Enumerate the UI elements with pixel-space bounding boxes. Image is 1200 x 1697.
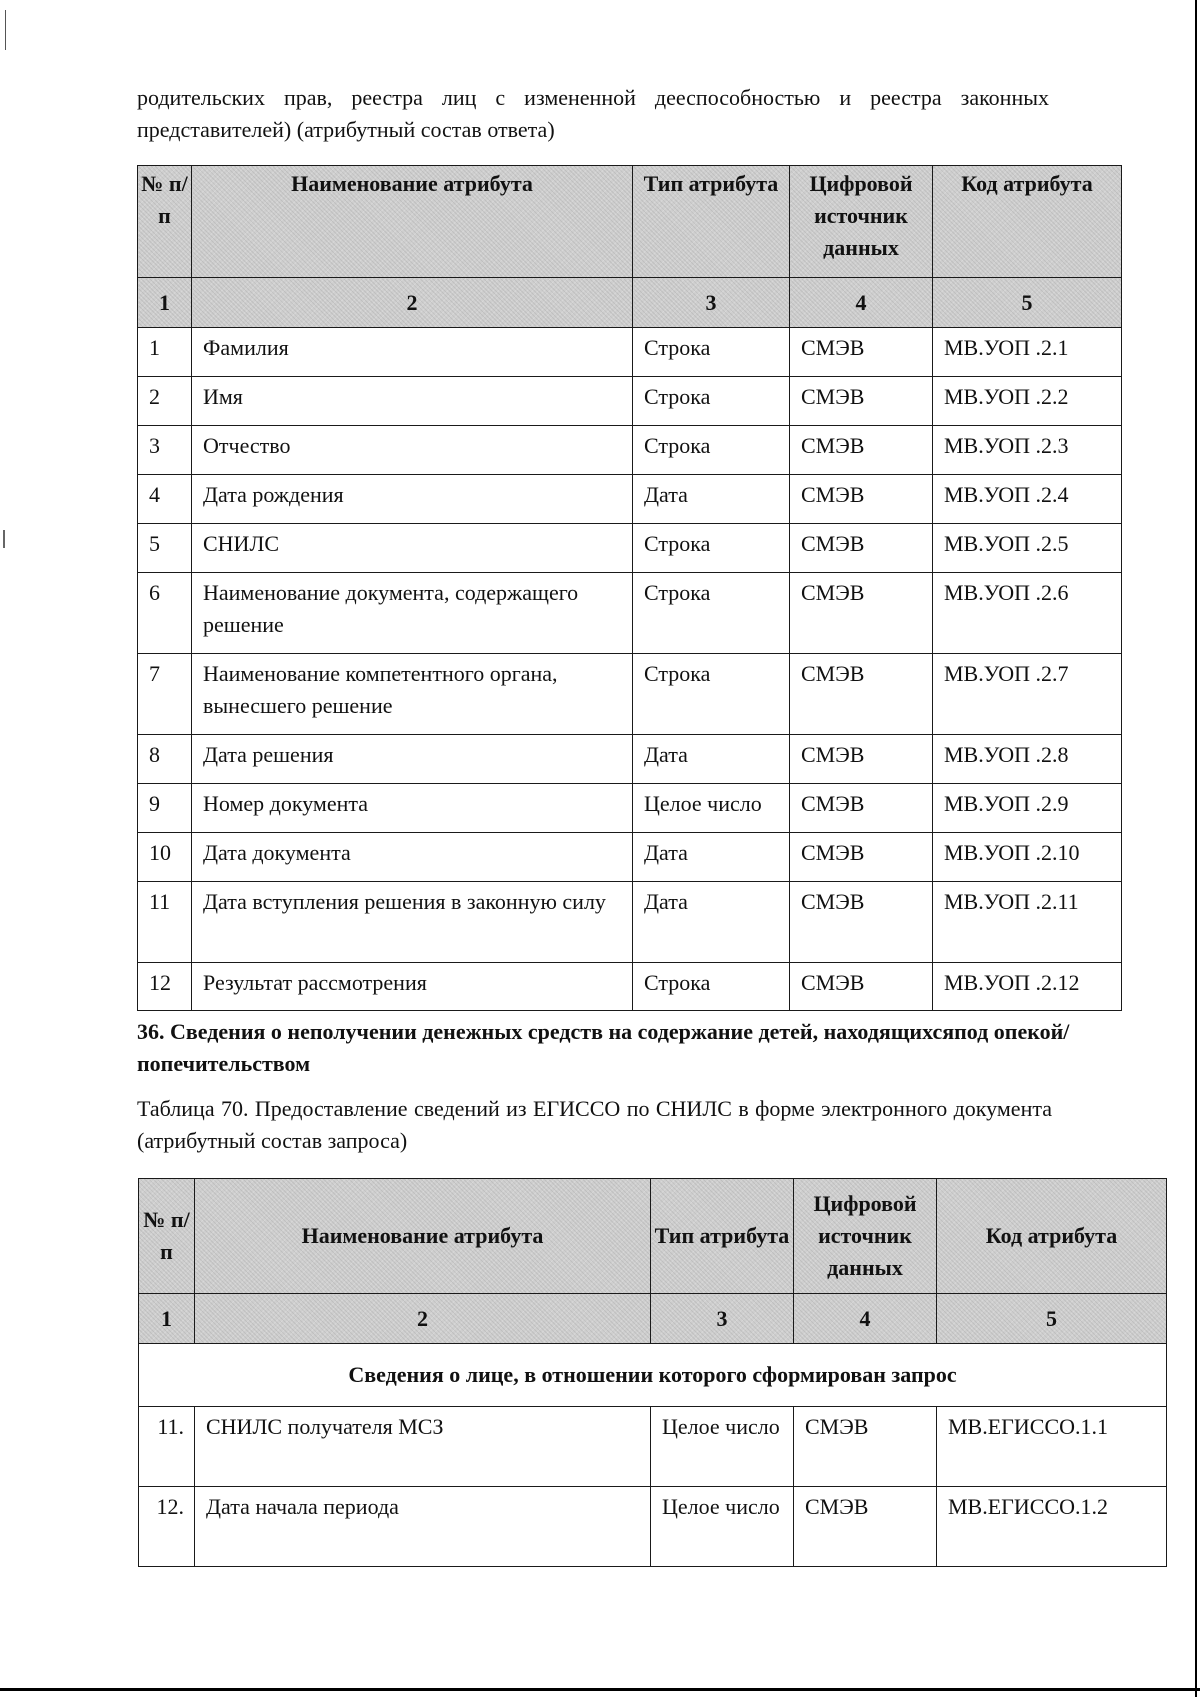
- attribute-name: Дата решения: [192, 735, 633, 784]
- row-number: 3: [138, 426, 192, 475]
- attribute-type: Целое число: [651, 1487, 794, 1567]
- group-row: [139, 1344, 1167, 1407]
- attribute-type: Дата: [633, 735, 790, 784]
- data-source: СМЭВ: [790, 882, 933, 963]
- attribute-type: Дата: [633, 833, 790, 882]
- data-source: СМЭВ: [790, 475, 933, 524]
- table-row: [138, 963, 1122, 1011]
- row-number: 2: [138, 377, 192, 426]
- attribute-code: МВ.УОП .2.12: [933, 963, 1122, 1011]
- attribute-name: Наименование компетентного органа, вынесшего решение: [192, 654, 633, 735]
- table-row: [138, 377, 1122, 426]
- data-source: СМЭВ: [794, 1407, 937, 1487]
- attribute-type: Строка: [633, 328, 790, 377]
- attribute-name: Дата документа: [192, 833, 633, 882]
- attribute-name: Имя: [192, 377, 633, 426]
- header-attribute-name: Наименование атрибута: [192, 166, 633, 278]
- scan-mark: [5, 10, 6, 50]
- attribute-code: МВ.УОП .2.6: [933, 573, 1122, 654]
- row-number: 7: [138, 654, 192, 735]
- header-attribute-code: Код атрибута: [937, 1179, 1167, 1294]
- data-source: СМЭВ: [790, 426, 933, 475]
- table-row: [139, 1487, 1167, 1567]
- column-number: 1: [139, 1294, 195, 1344]
- attribute-type: Строка: [633, 377, 790, 426]
- attribute-name: СНИЛС получателя МСЗ: [195, 1407, 651, 1487]
- attribute-code: МВ.УОП .2.1: [933, 328, 1122, 377]
- header-data-source: Цифровой источник данных: [794, 1179, 937, 1294]
- attribute-type: Строка: [633, 573, 790, 654]
- table-row: [138, 833, 1122, 882]
- data-source: СМЭВ: [790, 735, 933, 784]
- table-row: [138, 784, 1122, 833]
- row-number: 8: [138, 735, 192, 784]
- column-number: 3: [633, 278, 790, 328]
- column-number: 4: [790, 278, 933, 328]
- column-number: 1: [138, 278, 192, 328]
- attribute-name: СНИЛС: [192, 524, 633, 573]
- attribute-name: Дата рождения: [192, 475, 633, 524]
- header-attribute-type: Тип атрибута: [633, 166, 790, 278]
- row-number: 12.: [139, 1487, 195, 1567]
- group-title: Сведения о лице, в отношении которого сформирован запрос: [139, 1344, 1167, 1407]
- scan-border-right: [1195, 0, 1197, 1697]
- attribute-type: Дата: [633, 475, 790, 524]
- row-number: 12: [138, 963, 192, 1011]
- attribute-table-response: [137, 165, 1122, 1011]
- attribute-code: МВ.УОП .2.9: [933, 784, 1122, 833]
- table-row: [138, 573, 1122, 654]
- attribute-name: Результат рассмотрения: [192, 963, 633, 1011]
- attribute-code: МВ.УОП .2.2: [933, 377, 1122, 426]
- scan-border-bottom: [0, 1688, 1200, 1691]
- attribute-name: Фамилия: [192, 328, 633, 377]
- attribute-type: Целое число: [633, 784, 790, 833]
- attribute-code: МВ.ЕГИССО.1.2: [937, 1487, 1167, 1567]
- column-number: 5: [937, 1294, 1167, 1344]
- header-attribute-name: Наименование атрибута: [195, 1179, 651, 1294]
- row-number: 5: [138, 524, 192, 573]
- header-attribute-type: Тип атрибута: [651, 1179, 794, 1294]
- attribute-code: МВ.УОП .2.4: [933, 475, 1122, 524]
- data-source: СМЭВ: [790, 524, 933, 573]
- column-number: 5: [933, 278, 1122, 328]
- data-source: СМЭВ: [790, 328, 933, 377]
- data-source: СМЭВ: [790, 833, 933, 882]
- attribute-type: Целое число: [651, 1407, 794, 1487]
- data-source: СМЭВ: [794, 1487, 937, 1567]
- header-attribute-code: Код атрибута: [933, 166, 1122, 278]
- attribute-name: Наименование документа, содержащего решение: [192, 573, 633, 654]
- column-number-row: [139, 1294, 1167, 1344]
- table-row: [138, 524, 1122, 573]
- data-source: СМЭВ: [790, 377, 933, 426]
- attribute-code: МВ.УОП .2.11: [933, 882, 1122, 963]
- row-number: 9: [138, 784, 192, 833]
- table-row: [138, 328, 1122, 377]
- section-heading: 36. Сведения о неполучении денежных средств на содержание детей, находящихсяпод опекой/попечительством: [137, 1019, 1070, 1076]
- table-caption: Таблица 70. Предоставление сведений из ЕГИССО по СНИЛС в форме электронного документа (атрибутный состав запроса): [137, 1096, 1052, 1153]
- row-number: 4: [138, 475, 192, 524]
- column-number: 2: [192, 278, 633, 328]
- data-source: СМЭВ: [790, 654, 933, 735]
- attribute-code: МВ.УОП .2.5: [933, 524, 1122, 573]
- data-source: СМЭВ: [790, 573, 933, 654]
- table-row: [138, 882, 1122, 963]
- attribute-type: Строка: [633, 426, 790, 475]
- row-number: 1: [138, 328, 192, 377]
- header-number: № п/п: [138, 166, 192, 278]
- intro-paragraph: родительских прав, реестра лиц с измененной дееспособностью и реестра законных представителей) (атрибутный состав ответа): [137, 85, 1049, 142]
- column-number-row: [138, 278, 1122, 328]
- row-number: 11.: [139, 1407, 195, 1487]
- row-number: 11: [138, 882, 192, 963]
- table-row: [138, 426, 1122, 475]
- row-number: 6: [138, 573, 192, 654]
- column-number: 4: [794, 1294, 937, 1344]
- attribute-code: МВ.УОП .2.8: [933, 735, 1122, 784]
- header-data-source: Цифровой источник данных: [790, 166, 933, 278]
- attribute-name: Дата вступления решения в законную силу: [192, 882, 633, 963]
- attribute-type: Дата: [633, 882, 790, 963]
- data-source: СМЭВ: [790, 784, 933, 833]
- attribute-table-request: [138, 1178, 1167, 1567]
- column-number: 3: [651, 1294, 794, 1344]
- attribute-type: Строка: [633, 963, 790, 1011]
- table-row: [138, 735, 1122, 784]
- table-row: [138, 654, 1122, 735]
- table-header-row: [139, 1179, 1167, 1294]
- data-source: СМЭВ: [790, 963, 933, 1011]
- column-number: 2: [195, 1294, 651, 1344]
- attribute-name: Отчество: [192, 426, 633, 475]
- header-number: № п/п: [139, 1179, 195, 1294]
- attribute-name: Дата начала периода: [195, 1487, 651, 1567]
- table-row: [138, 475, 1122, 524]
- row-number: 10: [138, 833, 192, 882]
- attribute-type: Строка: [633, 654, 790, 735]
- attribute-type: Строка: [633, 524, 790, 573]
- scan-mark: [3, 530, 5, 548]
- attribute-name: Номер документа: [192, 784, 633, 833]
- attribute-code: МВ.ЕГИССО.1.1: [937, 1407, 1167, 1487]
- attribute-code: МВ.УОП .2.10: [933, 833, 1122, 882]
- table-row: [139, 1407, 1167, 1487]
- attribute-code: МВ.УОП .2.7: [933, 654, 1122, 735]
- table-header-row: [138, 166, 1122, 278]
- attribute-code: МВ.УОП .2.3: [933, 426, 1122, 475]
